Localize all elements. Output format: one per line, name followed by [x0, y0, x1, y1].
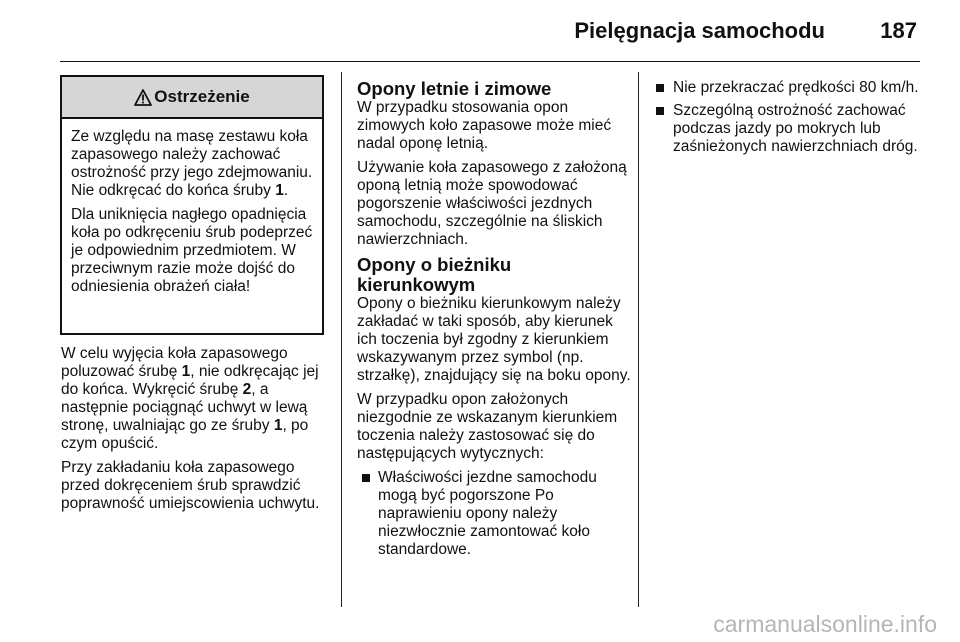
warning-header	[62, 77, 322, 119]
list-item-text: Szczególną ostrożność zachować podczas jazdy po mokrych lub zaśnieżonych nawierzchniach dróg.	[673, 102, 918, 155]
reference-number: 2	[242, 381, 252, 398]
list-item	[653, 102, 923, 156]
list-item	[359, 469, 632, 559]
bullet-square-icon	[362, 474, 370, 482]
text: , a następnie pociągnąć uchwyt w lewą stronę, uwalniając go ze śruby	[61, 381, 308, 434]
bullet-square-icon	[656, 107, 664, 115]
bullet-list	[653, 79, 923, 156]
warning-paragraph: Dla uniknięcia nagłego opadnięcia koła po odkręceniu śrub podeprzeć je odpowiednim przedmiotem. W przeciwnym razie może dojść do odniesienia obrażeń ciała!	[71, 206, 313, 295]
warning-body	[62, 119, 322, 296]
column-2	[357, 79, 632, 564]
bullet-list	[359, 469, 632, 559]
column-1	[61, 345, 331, 519]
watermark: carmanualsonline.info	[713, 611, 937, 637]
page-number: 187	[880, 18, 917, 43]
warning-paragraph	[71, 128, 315, 200]
list-item	[653, 79, 923, 97]
section-heading: Opony o bieżniku kierunkowym	[357, 254, 512, 295]
warning-text: Ze względu na masę zestawu koła zapasowego należy zachować ostrożność przy jego zdejmowaniu. Nie odkręcać do końca śruby	[71, 128, 313, 199]
paragraph	[61, 345, 331, 453]
warning-heading: Ostrzeżenie	[154, 87, 250, 106]
paragraph: W przypadku stosowania opon zimowych koło zapasowe może mieć nadal oponę letnią.	[357, 99, 612, 152]
section-heading: Opony letnie i zimowe	[357, 78, 552, 99]
paragraph: Używanie koła zapasowego z założoną oponą letnią może spowodować pogorszenie właściwości jezdnych samochodu, szczególnie na śliskich nawierzchniach.	[357, 159, 627, 248]
paragraph: W przypadku opon założonych niezgodnie ze wskazanym kierunkiem toczenia należy zastosować się do następujących wytycznych:	[357, 391, 618, 462]
bullet-square-icon	[656, 84, 664, 92]
column-divider-1	[341, 72, 342, 607]
list-item-text: Właściwości jezdne samochodu mogą być pogorszone Po naprawieniu opony należy niezwłocznie zamontować koło standardowe.	[378, 469, 597, 558]
warning-triangle-icon	[134, 89, 152, 106]
warning-box	[60, 75, 324, 335]
paragraph: Opony o bieżniku kierunkowym należy zakładać w taki sposób, aby kierunek ich toczenia był zgodny z kierunkiem wskazywanym przez symbol (np. strzałkę), znajdujący się na boku opony.	[357, 295, 631, 384]
warning-text: .	[283, 182, 289, 199]
list-item-text: Nie przekraczać prędkości 80 km/h.	[673, 79, 919, 96]
reference-number: 1	[273, 417, 283, 434]
header-divider	[60, 61, 920, 62]
reference-number: 1	[181, 363, 191, 380]
text: W celu wyjęcia koła zapasowego poluzować śrubę	[61, 345, 288, 380]
text: , po czym opuścić.	[61, 417, 309, 452]
section-title: Pielęgnacja samochodu	[574, 18, 825, 43]
column-divider-2	[638, 72, 639, 607]
reference-number: 1	[275, 182, 284, 199]
column-3	[653, 79, 923, 161]
text: , nie odkręcając jej do końca. Wykręcić śrubę	[61, 363, 319, 398]
paragraph: Przy zakładaniu koła zapasowego przed dokręceniem śrub sprawdzić poprawność umiejscowienia uchwytu.	[61, 459, 320, 512]
